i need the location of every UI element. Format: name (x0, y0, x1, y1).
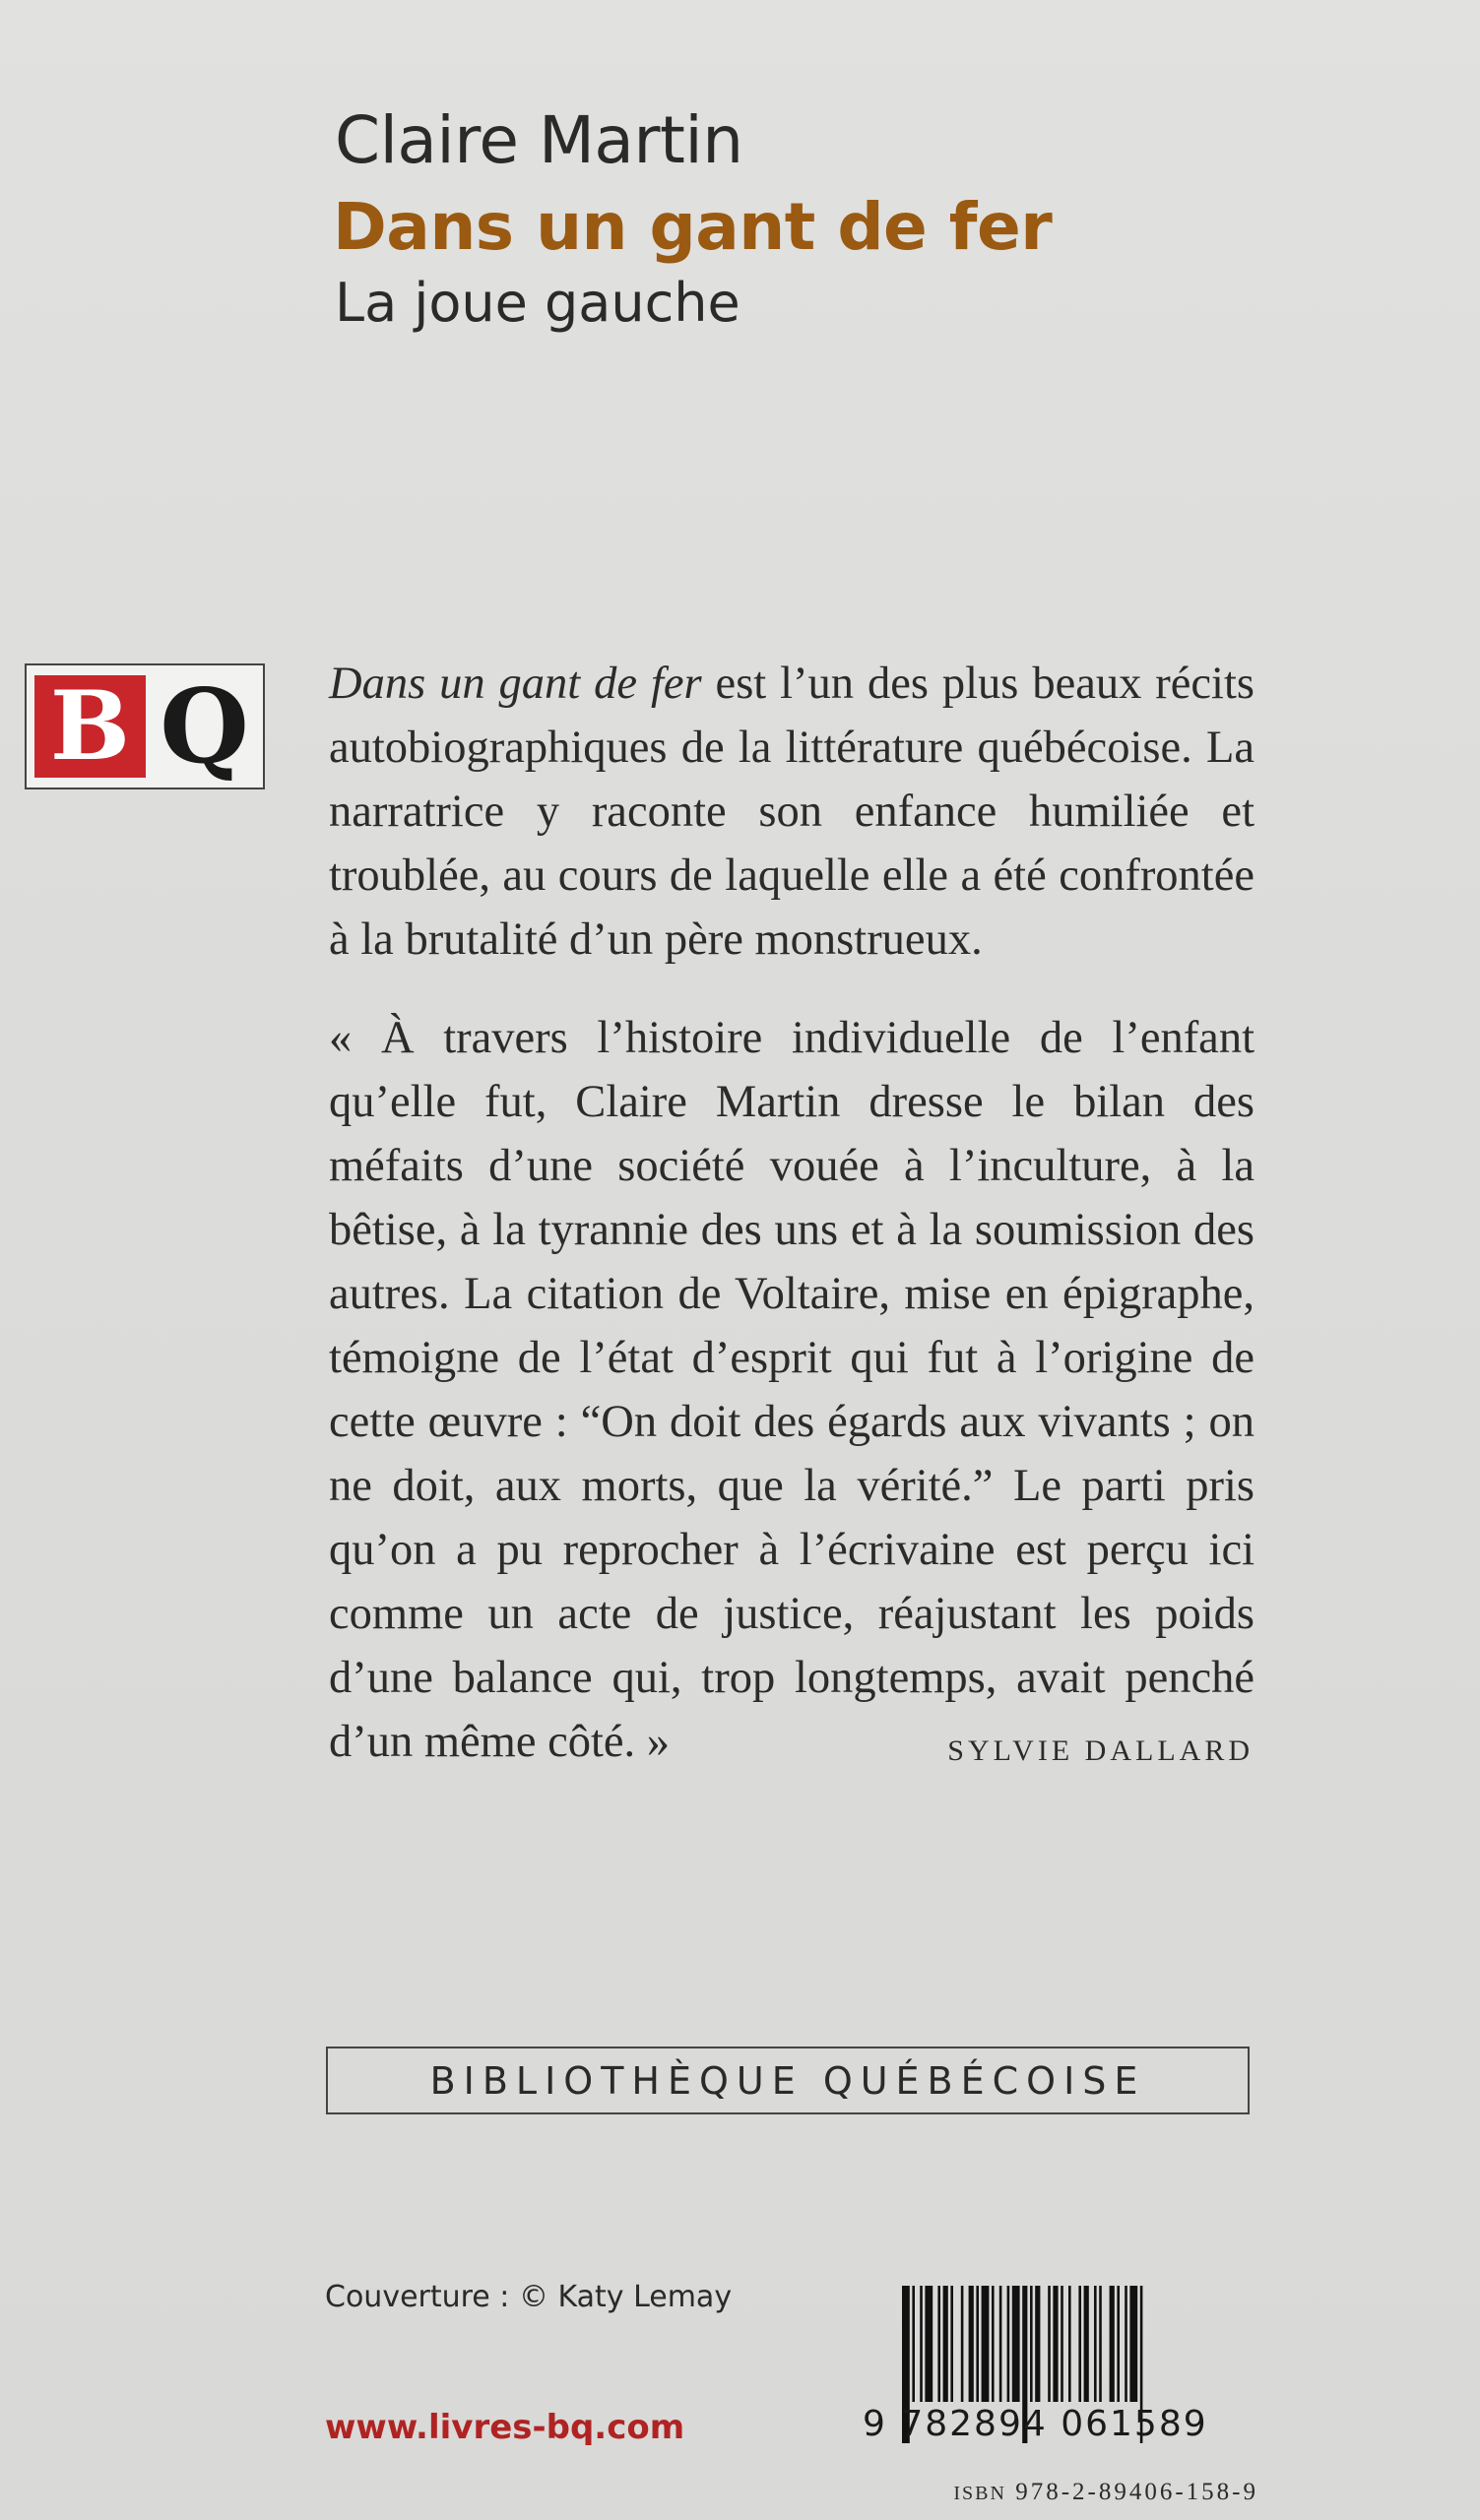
blurb-paragraph-1-text: est l’un des plus beaux récits autobiographiques de la littérature québécoise. La narratrice y raconte son enfance humiliée et troublée, au cours de laquelle elle a été confrontée à la brutalité d’un père monstrueux. (329, 659, 1255, 965)
quote-signature: SYLVIE DALLARD (947, 1734, 1254, 1767)
logo-letter-b: B (34, 675, 146, 778)
book-title: Dans un gant de fer (333, 189, 1053, 265)
cover-credit: Couverture : © Katy Lemay (325, 2280, 733, 2314)
isbn-value: 978-2-89406-158-9 (1015, 2479, 1258, 2505)
isbn (953, 2479, 1258, 2506)
blurb-title-italic: Dans un gant de fer (329, 659, 702, 709)
barcode-digits: 9 782894 061589 (863, 2404, 1208, 2444)
logo-letter-q: Q (160, 665, 249, 787)
blurb-paragraph-2: « À travers l’histoire individuelle de l’enfant qu’elle fut, Claire Martin dresse le bilan des méfaits d’une société vouée à l’inculture, à la bêtise, à la tyrannie des uns et à la soumission des autres. La citation de Voltaire, mise en épigraphe, témoigne de l’état d’esprit qui fut à l’origine de cette œuvre : “On doit des égards aux vivants ; on ne doit, aux morts, que la vérité.” Le parti pris qu’on a pu reprocher à l’écrivaine est perçu ici comme un acte de justice, réajustant les poids d’une balance qui, trop longtemps, avait penché d’un même côté. » (329, 1013, 1255, 1767)
publisher-website[interactable]: www.livres-bq.com (325, 2408, 685, 2447)
series-label-box: BIBLIOTHÈQUE QUÉBÉCOISE (326, 2047, 1250, 2114)
bq-logo (25, 663, 265, 789)
author-name: Claire Martin (335, 102, 743, 178)
blurb (329, 652, 1255, 1774)
book-subtitle: La joue gauche (335, 272, 740, 334)
isbn-label: ISBN (953, 2483, 1006, 2504)
blurb-paragraph-1 (329, 652, 1255, 972)
